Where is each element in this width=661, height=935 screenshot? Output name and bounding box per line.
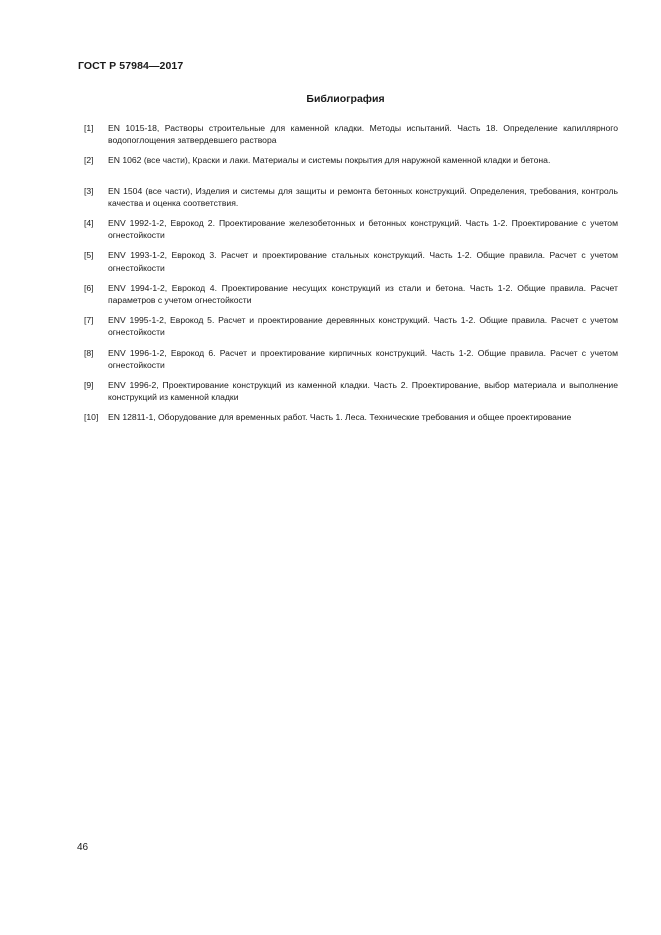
entry-text: ENV 1996-1-2, Еврокод 6. Расчет и проектирование кирпичных конструкций. Часть 1-2. Общие правила. Расчет с учетом огнестойкости (108, 347, 618, 370)
entry-number: [6] (84, 282, 94, 293)
entry-text: EN 12811-1, Оборудование для временных работ. Часть 1. Леса. Технические требования и общее проектирование (108, 412, 572, 423)
bibliography-entry (84, 154, 618, 166)
entry-number: [2] (84, 155, 94, 166)
entry-text: ENV 1995-1-2, Еврокод 5. Расчет и проектирование деревянных конструкций. Часть 1-2. Общие правила. Расчет с учетом огнестойкости (108, 315, 618, 338)
entry-text: EN 1062 (все части), Краски и лаки. Материалы и системы покрытия для наружной каменной кладки и бетона. (108, 155, 551, 166)
entry-number: [4] (84, 218, 94, 229)
entry-number: [1] (84, 123, 94, 133)
entry-text: EN 1504 (все части), Изделия и системы для защиты и ремонта бетонных конструкций. Определения, требования, контроль качества и оценка соответствия. (108, 185, 618, 208)
entry-text: ENV 1993-1-2, Еврокод 3. Расчет и проектирование стальных конструкций. Часть 1-2. Общие правила. Расчет с учетом огнестойкости (108, 250, 618, 273)
bibliography-entry (84, 217, 618, 241)
bibliography-entry (84, 249, 618, 273)
bibliography-entry (84, 282, 618, 306)
entry-text: EN 1015-18, Растворы строительные для каменной кладки. Методы испытаний. Часть 18. Определение капиллярного водопоглощения затвердевшего раствора (108, 123, 618, 146)
bibliography-entry (84, 122, 618, 146)
entry-text: ENV 1996-2, Проектирование конструкций из каменной кладки. Часть 2. Проектирование, выбор материала и выполнение конструкций из каменной кладки (108, 380, 618, 403)
entry-number: [8] (84, 347, 94, 358)
document-code: ГОСТ Р 57984—2017 (78, 60, 184, 72)
bibliography-entry (84, 347, 618, 371)
bibliography-entry (84, 314, 618, 338)
bibliography-list (84, 122, 618, 432)
bibliography-entry (84, 411, 618, 423)
section-title: Библиография (306, 93, 385, 105)
bibliography-entry (84, 379, 618, 403)
entry-text: ENV 1992-1-2, Еврокод 2. Проектирование железобетонных и бетонных конструкций. Часть 1-2. Проектирование с учетом огнестойкости (108, 218, 618, 241)
page-number: 46 (77, 842, 89, 853)
entry-number: [7] (84, 315, 94, 326)
bibliography-entry (84, 185, 618, 209)
entry-number: [10] (84, 412, 99, 423)
entry-number: [9] (84, 380, 94, 391)
entry-text: ENV 1994-1-2, Еврокод 4. Проектирование несущих конструкций из стали и бетона. Часть 1-2. Общие правила. Расчет параметров с учетом огнестойкости (108, 282, 618, 306)
entry-number: [3] (84, 185, 94, 196)
entry-number: [5] (84, 250, 94, 261)
